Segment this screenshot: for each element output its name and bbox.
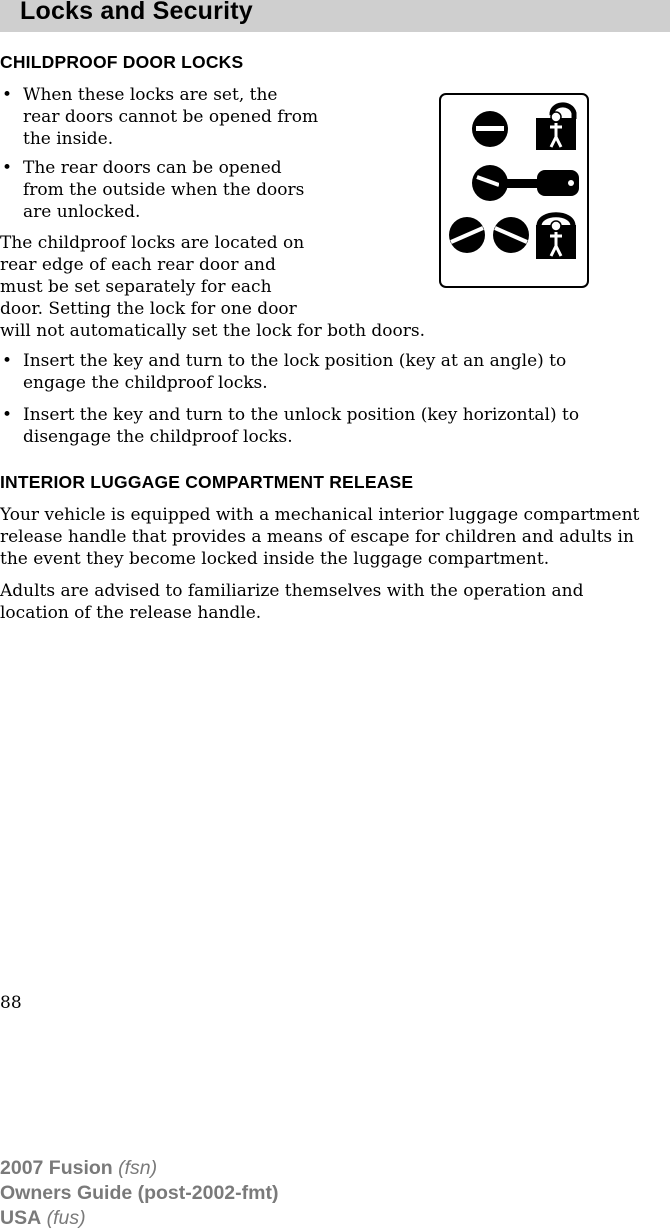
footer-model: 2007 Fusion	[0, 1157, 113, 1179]
list-item	[0, 84, 318, 150]
footer-line-market	[0, 1206, 278, 1231]
lock-slot-icon	[472, 111, 508, 147]
bullet-line: the inside.	[23, 129, 114, 149]
text-line: door. Setting the lock for one door	[0, 299, 297, 319]
paragraph-childproof-location	[0, 232, 425, 342]
footer-guide: Owners Guide (post-2002-fmt)	[0, 1182, 279, 1204]
section-heading-childproof: CHILDPROOF DOOR LOCKS	[0, 52, 244, 72]
bullet-line: disengage the childproof locks.	[23, 427, 293, 447]
bullet-mark: •	[2, 158, 13, 178]
unlock-slot-angled-icon	[493, 217, 529, 253]
paragraph-luggage-release	[0, 504, 639, 570]
childproof-lock-illustration	[439, 93, 589, 288]
text-line: The childproof locks are located on	[0, 233, 305, 253]
bullet-mark: •	[2, 405, 13, 425]
footer-line-model	[0, 1156, 278, 1181]
bullet-line: The rear doors can be opened	[23, 158, 282, 178]
bullet-line: Insert the key and turn to the lock position (key at an angle) to	[23, 351, 567, 371]
lock-slot-angled-icon	[449, 217, 485, 253]
footer-market-code: (fus)	[46, 1207, 86, 1229]
bullet-line: from the outside when the doors	[23, 180, 305, 200]
text-line: must be set separately for each	[0, 277, 272, 297]
paragraph-adults-advice	[0, 580, 583, 624]
list-item	[0, 350, 566, 394]
footer-line-guide	[0, 1181, 278, 1206]
bullet-line: rear doors cannot be opened from	[23, 107, 319, 127]
text-line: Your vehicle is equipped with a mechanical interior luggage compartment	[0, 505, 640, 525]
footer-market: USA	[0, 1207, 42, 1229]
text-line: release handle that provides a means of escape for children and adults in	[0, 527, 634, 547]
bullet-line: engage the childproof locks.	[23, 373, 268, 393]
child-locked-padlock-icon	[536, 215, 576, 259]
bullet-line: When these locks are set, the	[23, 85, 278, 105]
list-item	[0, 157, 304, 223]
footer-model-code: (fsn)	[118, 1157, 158, 1179]
header-band	[0, 0, 670, 32]
page-number: 88	[0, 993, 22, 1013]
list-item	[0, 404, 579, 448]
text-line: Adults are advised to familiarize themselves with the operation and	[0, 581, 584, 601]
bullet-line: Insert the key and turn to the unlock position (key horizontal) to	[23, 405, 580, 425]
bullet-mark: •	[2, 85, 13, 105]
bullet-line: are unlocked.	[23, 202, 141, 222]
text-line: rear edge of each rear door and	[0, 255, 276, 275]
text-line: location of the release handle.	[0, 603, 262, 623]
footer	[0, 1156, 278, 1231]
text-line: will not automatically set the lock for both doors.	[0, 321, 426, 341]
bullet-mark: •	[2, 351, 13, 371]
text-line: the event they become locked inside the luggage compartment.	[0, 549, 550, 569]
section-heading-luggage-release: INTERIOR LUGGAGE COMPARTMENT RELEASE	[0, 472, 414, 492]
page-title: Locks and Security	[20, 0, 253, 25]
